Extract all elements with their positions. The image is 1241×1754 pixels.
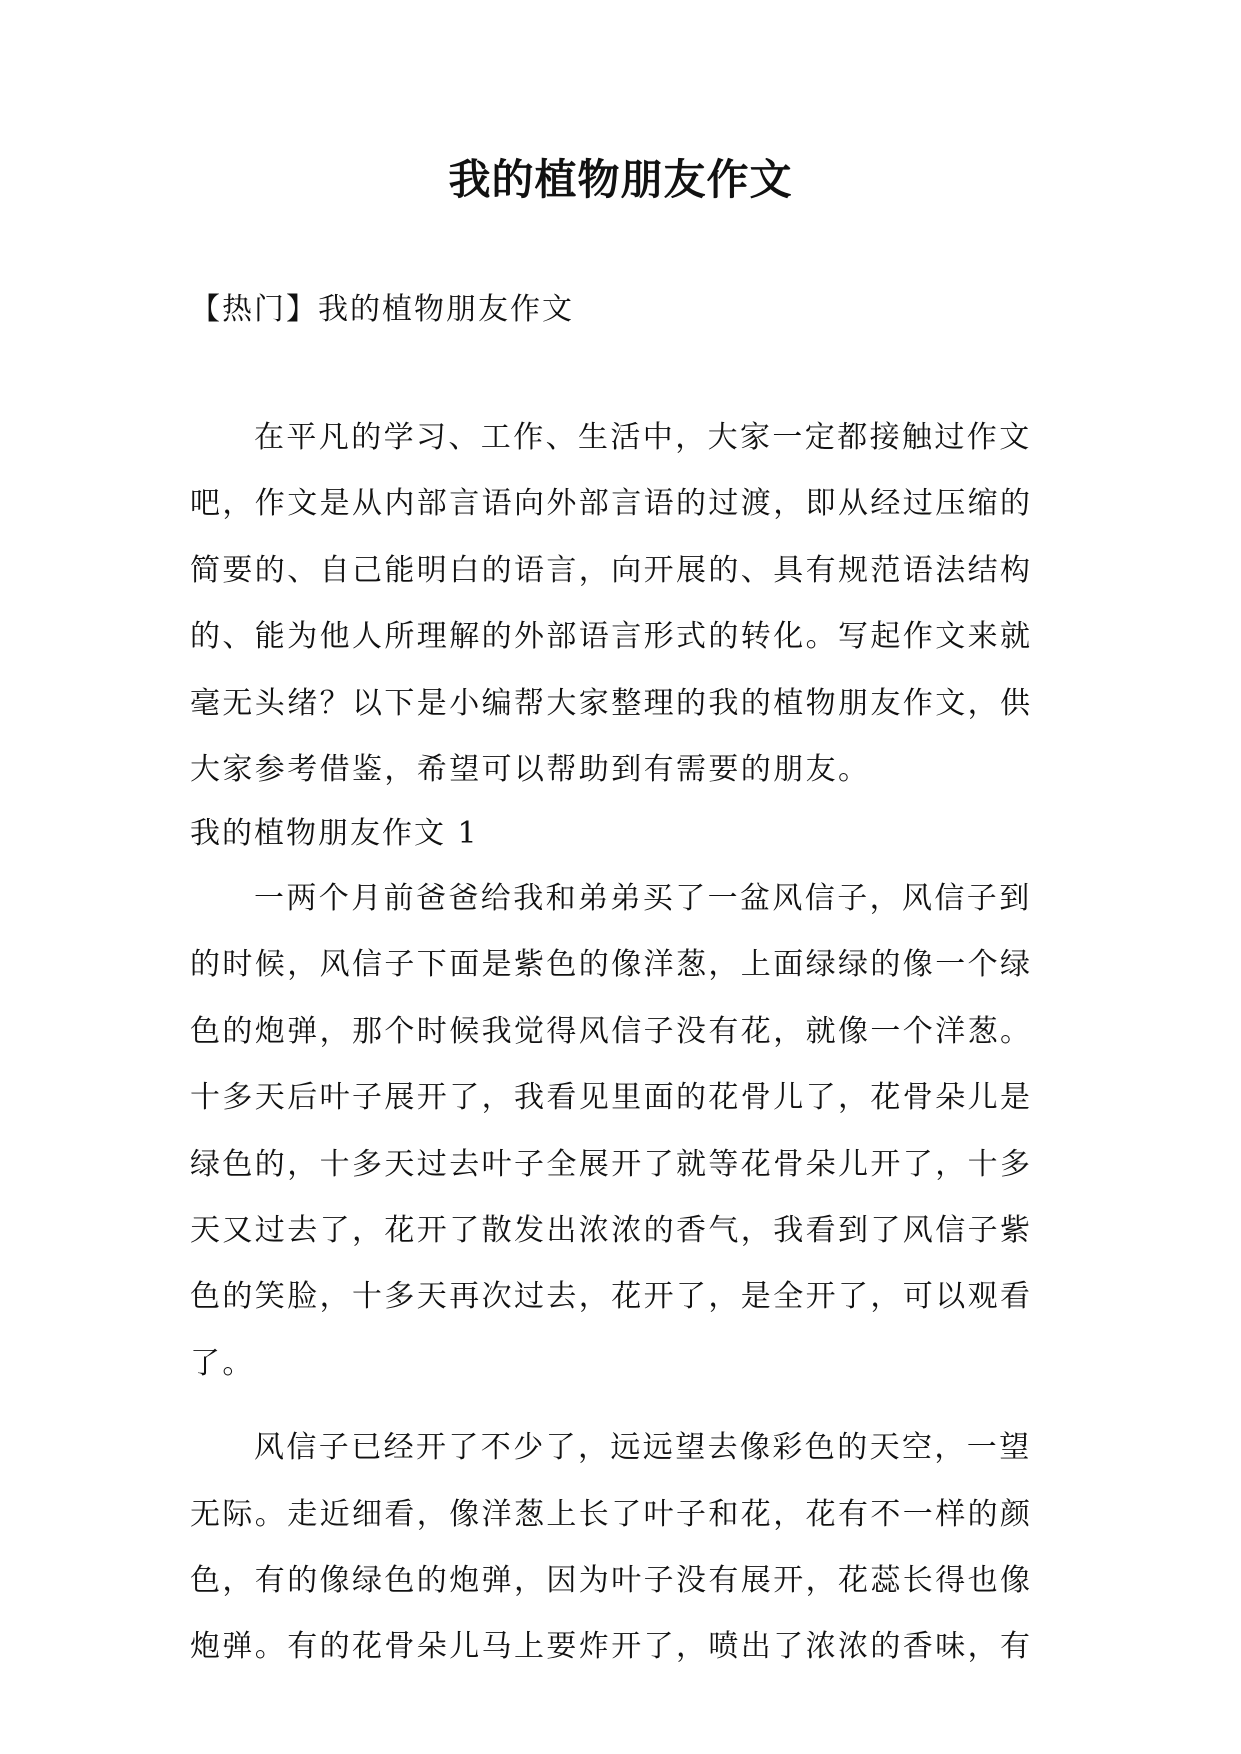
- text-line: 天又过去了，花开了散发出浓浓的香气，我看到了风信子紫: [190, 1212, 1033, 1248]
- text-line: 了。: [190, 1345, 255, 1381]
- text-line: 色的炮弹，那个时候我觉得风信子没有花，就像一个洋葱。: [190, 1013, 1033, 1049]
- text-line: 一两个月前爸爸给我和弟弟买了一盆风信子，风信子到: [254, 881, 1032, 916]
- page-title: 我的植物朋友作文: [448, 155, 793, 204]
- text-line: 的时候，风信子下面是紫色的像洋葱，上面绿绿的像一个绿: [190, 947, 1033, 983]
- text-line: 炮弹。有的花骨朵儿马上要炸开了，喷出了浓浓的香味，有: [190, 1629, 1033, 1665]
- text-line: 毫无头绪？以下是小编帮大家整理的我的植物朋友作文，供: [190, 685, 1033, 721]
- text-line: 无际。走近细看，像洋葱上长了叶子和花，花有不一样的颜: [190, 1496, 1033, 1532]
- text-line: 吧，作文是从内部言语向外部言语的过渡，即从经过压缩的: [190, 486, 1033, 522]
- text-line: 色，有的像绿色的炮弹，因为叶子没有展开，花蕊长得也像: [190, 1562, 1033, 1598]
- section-heading: 我的植物朋友作文 1: [190, 816, 479, 851]
- text-line: 大家参考借鉴，希望可以帮助到有需要的朋友。: [190, 751, 871, 787]
- text-line: 绿色的，十多天过去叶子全展开了就等花骨朵儿开了，十多: [190, 1146, 1033, 1182]
- essay-paragraph-2: [190, 1415, 1050, 1681]
- paragraph-gap: [190, 1397, 1050, 1415]
- essay-paragraph-1: [190, 866, 1050, 1397]
- document-subtitle: 【热门】我的植物朋友作文: [190, 292, 574, 327]
- text-line: 简要的、自己能明白的语言，向开展的、具有规范语法结构: [190, 552, 1033, 588]
- text-line: 在平凡的学习、工作、生活中，大家一定都接触过作文: [254, 420, 1032, 455]
- intro-paragraph: [190, 405, 1050, 803]
- text-line: 风信子已经开了不少了，远远望去像彩色的天空，一望: [254, 1430, 1032, 1466]
- text-line: 的、能为他人所理解的外部语言形式的转化。写起作文来就: [190, 619, 1033, 655]
- essay-section: [190, 812, 1050, 1681]
- text-line: 色的笑脸，十多天再次过去，花开了，是全开了，可以观看: [190, 1279, 1033, 1315]
- text-line: 十多天后叶子展开了，我看见里面的花骨儿了，花骨朵儿是: [190, 1080, 1033, 1116]
